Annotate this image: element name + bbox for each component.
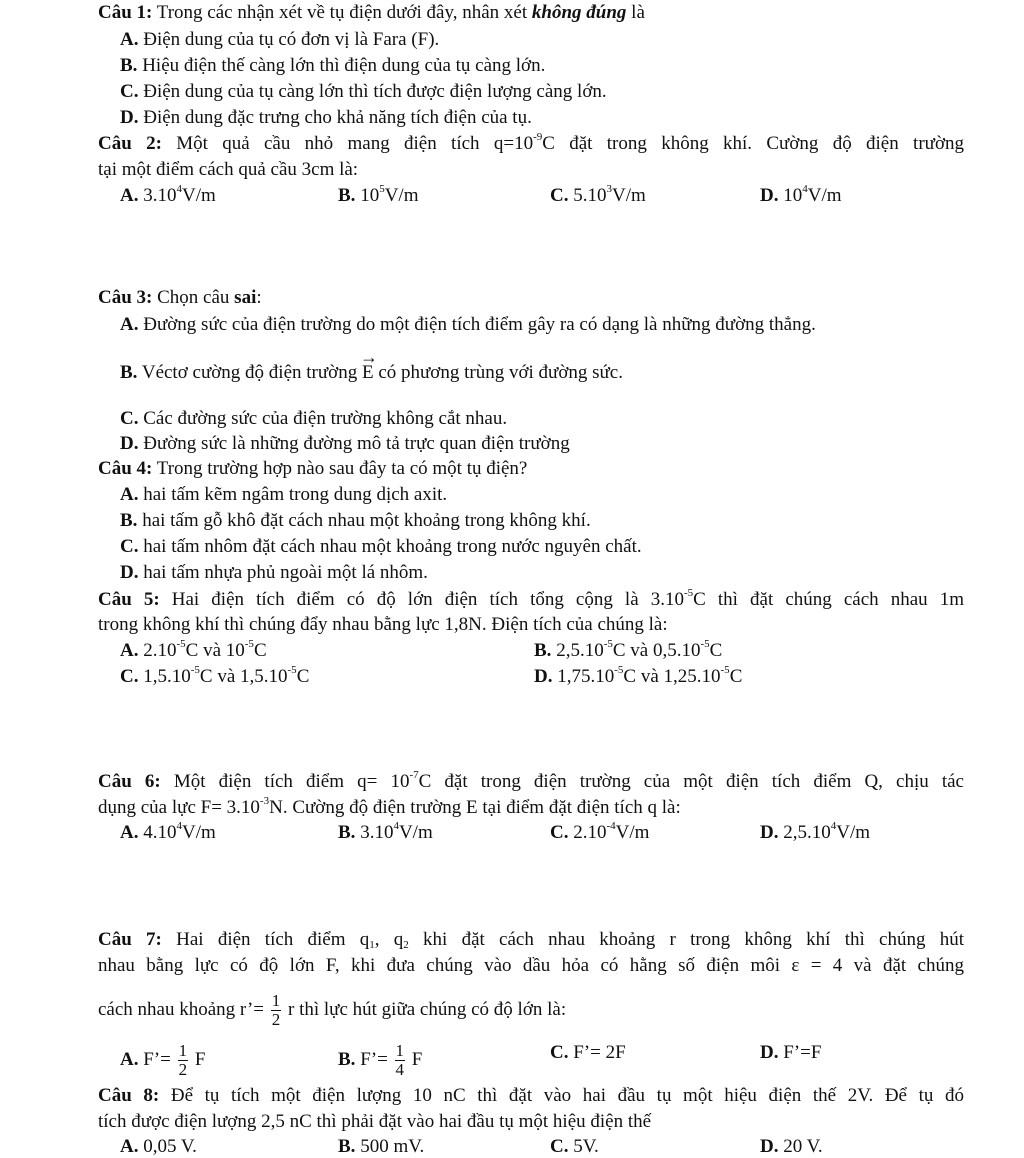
q1-stem: Câu 1: Trong các nhận xét về tụ điện dưới đây, nhân xét không đúng là (98, 2, 645, 23)
q5-option-a: A. $2.10^{-5}C$ và $10^{-5}C$ (120, 638, 267, 661)
q1-option-a: A. Điện dung của tụ có đơn vị là Fara (F). (120, 29, 440, 50)
q1-option-d: D. Điện dung đặc trưng cho khả năng tích điện của tụ. (120, 107, 532, 128)
q2-option-b: B. $10^5V/m$ (338, 183, 419, 206)
q8-option-b: B. 500 mV. (338, 1136, 425, 1157)
q1-option-c: C. Điện dung của tụ càng lớn thì tích được điện lượng càng lớn. (120, 81, 607, 102)
q8-label: Câu 8: (98, 1085, 160, 1106)
q6-option-c: C. $2.10^{-4}V/m$ (550, 820, 650, 843)
q7-option-d: D. F’=F (760, 1042, 822, 1063)
q7-option-b: B. F’= $\frac{1}{4}$ F (338, 1041, 423, 1079)
q5-option-b: B. $2,5.10^{-5}C$ và $0,5.10^{-5}C$ (534, 638, 723, 661)
q2-option-d: D. $10^4V/m$ (760, 183, 842, 206)
q8-option-a: A. 0,05 V. (120, 1136, 197, 1157)
q3-emphasis: sai (234, 287, 257, 308)
q4-label: Câu 4: (98, 458, 153, 479)
q1-label: Câu 1: (98, 2, 153, 23)
q6-label: Câu 6: (98, 771, 161, 792)
q6-option-b: B. 3.10$^4$V/m (338, 820, 433, 843)
q5-option-c: C. $1,5.10^{-5}C$ và $1,5.10^{-5}C$ (120, 664, 310, 687)
q3-option-c: C. Các đường sức của điện trường không cắt nhau. (120, 408, 508, 429)
q2-option-a: A. 3.10$^4$V/m (120, 183, 216, 206)
q2-stem-line2: tại một điểm cách quả cầu 3cm là: (98, 159, 359, 180)
fraction-one-half: $\frac{1}{2}$ (178, 1041, 188, 1079)
q7-label: Câu 7: (98, 929, 162, 950)
vector-e-symbol: → E (362, 362, 374, 384)
q7-option-c: C. F’= 2F (550, 1042, 626, 1063)
q4-option-b: B. hai tấm gỗ khô đặt cách nhau một khoảng trong không khí. (120, 510, 591, 531)
q3-label: Câu 3: (98, 287, 153, 308)
q6-option-d: D. 2,5.10$^4$V/m (760, 820, 871, 843)
q8-stem: Câu 8: Để tụ tích một điện lượng 10 nC thì đặt vào hai đầu tụ một hiệu điện thế 2V. Để tụ đó (98, 1085, 964, 1106)
q7-stem: Câu 7: Hai điện tích điểm $q_1$, $q_2$ khi đặt cách nhau khoảng r trong không khí thì chúng hút (98, 929, 964, 951)
q4-option-a: A. hai tấm kẽm ngâm trong dung dịch axit. (120, 484, 448, 505)
q3-option-b: B. Véctơ cường độ điện trường → E có phương trùng với đường sức. (120, 362, 623, 384)
q7-stem-line3: cách nhau khoảng r’= $\frac{1}{2}$ r thì lực hút giữa chúng có độ lớn là: (98, 991, 567, 1029)
q6-stem: Câu 6: Một điện tích điểm $q= 10^{-7}C$ đặt trong điện trường của một điện tích điểm Q, chịu tác (98, 769, 964, 792)
fraction-one-half: $\frac{1}{2}$ (271, 991, 281, 1029)
fraction-one-quarter: $\frac{1}{4}$ (395, 1041, 405, 1079)
q8-option-c: C. 5V. (550, 1136, 599, 1157)
q1-option-b: B. Hiệu điện thế càng lớn thì điện dung của tụ càng lớn. (120, 55, 546, 76)
q5-stem: Câu 5: Hai điện tích điểm có độ lớn điện tích tổng cộng là $3.10^{-5}C$ thì đặt chúng cách nhau 1m (98, 587, 965, 610)
q2-label: Câu 2: (98, 133, 162, 154)
q3-option-a: A. Đường sức của điện trường do một điện tích điểm gây ra có dạng là những đường thẳng. (120, 314, 816, 335)
q6-stem-line2: dụng của lực $F= 3.10^{-3}N$. Cường độ điện trường E tại điểm đặt điện tích q là: (98, 795, 681, 818)
q2-stem: Câu 2: Một quả cầu nhỏ mang điện tích $q=10^{-9}C$ đặt trong không khí. Cường độ điện trường (98, 131, 964, 154)
q3-stem: Câu 3: Chọn câu sai: (98, 287, 262, 308)
q2-option-c: C. 5.10$^3$V/m (550, 183, 646, 206)
q5-label: Câu 5: (98, 589, 160, 610)
q8-stem-line2: tích được điện lượng 2,5 nC thì phải đặt vào hai đầu tụ một hiệu điện thế (98, 1111, 652, 1132)
q7-option-a: A. F’= $\frac{1}{2}$ F (120, 1041, 206, 1079)
q6-option-a: A. 4.10$^4$V/m (120, 820, 216, 843)
q5-stem-line2: trong không khí thì chúng đẩy nhau bằng lực 1,8N. Điện tích của chúng là: (98, 614, 668, 635)
q4-option-d: D. hai tấm nhựa phủ ngoài một lá nhôm. (120, 562, 428, 583)
q5-option-d: D. $1,75.10^{-5}C$ và $1,25.10^{-5}C$ (534, 664, 743, 687)
q3-option-d: D. Đường sức là những đường mô tả trực quan điện trường (120, 433, 570, 454)
q1-emphasis: không đúng (531, 2, 627, 23)
q4-stem: Câu 4: Trong trường hợp nào sau đây ta có một tụ điện? (98, 458, 528, 479)
q7-stem-line2: nhau bằng lực có độ lớn F, khi đưa chúng vào dầu hỏa có hằng số điện môi ε = 4 và đặt chúng (98, 955, 964, 976)
q8-option-d: D. 20 V. (760, 1136, 823, 1157)
q4-option-c: C. hai tấm nhôm đặt cách nhau một khoảng trong nước nguyên chất. (120, 536, 642, 557)
